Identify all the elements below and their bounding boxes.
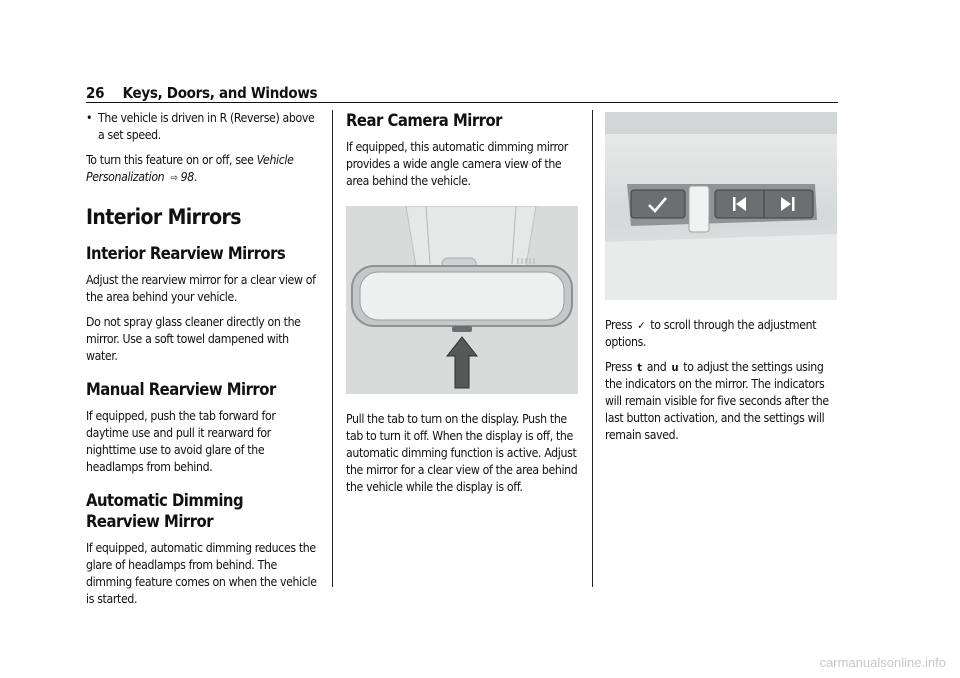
column-divider [332,110,333,587]
paragraph-auto: If equipped, automatic dimming reduces the glare of headlamps from behind. The dimming feature comes on when the vehicle is started. [86,541,317,606]
paragraph-press-check [605,317,839,351]
page-number: 26 [86,84,105,102]
previous-icon: t [637,361,642,374]
xref-link[interactable]: Vehicle Personalization [86,153,294,184]
column-3 [605,110,839,452]
heading-interior-rearview: Interior Rearview Mirrors [86,244,286,263]
paragraph-press-arrows [605,359,839,444]
press-text-continued: to scroll through the adjustment options. [605,318,817,349]
section-title: Keys, Doors, and Windows [122,84,318,102]
next-icon: u [671,361,679,374]
header-rule [86,102,838,103]
column-2 [346,110,580,504]
press-text: Press [605,360,636,374]
heading-manual-mirror: Manual Rearview Mirror [86,380,276,399]
mirror-illustration [346,206,578,394]
paragraph-spray: Do not spray glass cleaner directly on the mirror. Use a soft towel dampened with water. [86,315,301,363]
press-text-continued: to adjust the settings using the indicators on the mirror. The indicators will remain visible for five seconds after the last button activation, and the settings will remain saved. [605,360,829,442]
and-text: and [643,360,670,374]
press-text: Press [605,318,636,332]
toggle-paragraph [86,152,320,187]
heading-auto-dimming: Automatic Dimming Rearview Mirror [86,491,244,531]
check-icon: ✓ [637,319,646,332]
toggle-text: To turn this feature on or off, see [86,153,257,167]
xref-page[interactable]: 98 [180,170,194,184]
bullet-item: • The vehicle is driven in R (Reverse) above a set speed. [86,110,320,144]
mirror-buttons-illustration [605,112,837,300]
paragraph-pull-tab: Pull the tab to turn on the display. Push the tab to turn it off. When the display is off, the automatic dimming function is active. Adjust the mirror for a clear view of the area behind the vehicle while the display is off. [346,412,578,494]
column-divider [592,110,593,587]
page-header [86,84,317,102]
heading-interior-mirrors: Interior Mirrors [86,205,241,229]
paragraph-camera-intro: If equipped, this automatic dimming mirror provides a wide angle camera view of the area behind the vehicle. [346,140,568,188]
paragraph-adjust: Adjust the rearview mirror for a clear view of the area behind your vehicle. [86,273,316,304]
watermark: carmanualsonline.info [819,655,946,670]
heading-rear-camera-mirror: Rear Camera Mirror [346,111,502,130]
xref-arrow-icon: ⇨ [170,173,178,184]
column-1 [86,110,320,616]
toggle-suffix: . [193,170,198,184]
paragraph-manual: If equipped, push the tab forward for daytime use and pull it rearward for nighttime use to avoid glare of the headlamps from behind. [86,409,276,474]
